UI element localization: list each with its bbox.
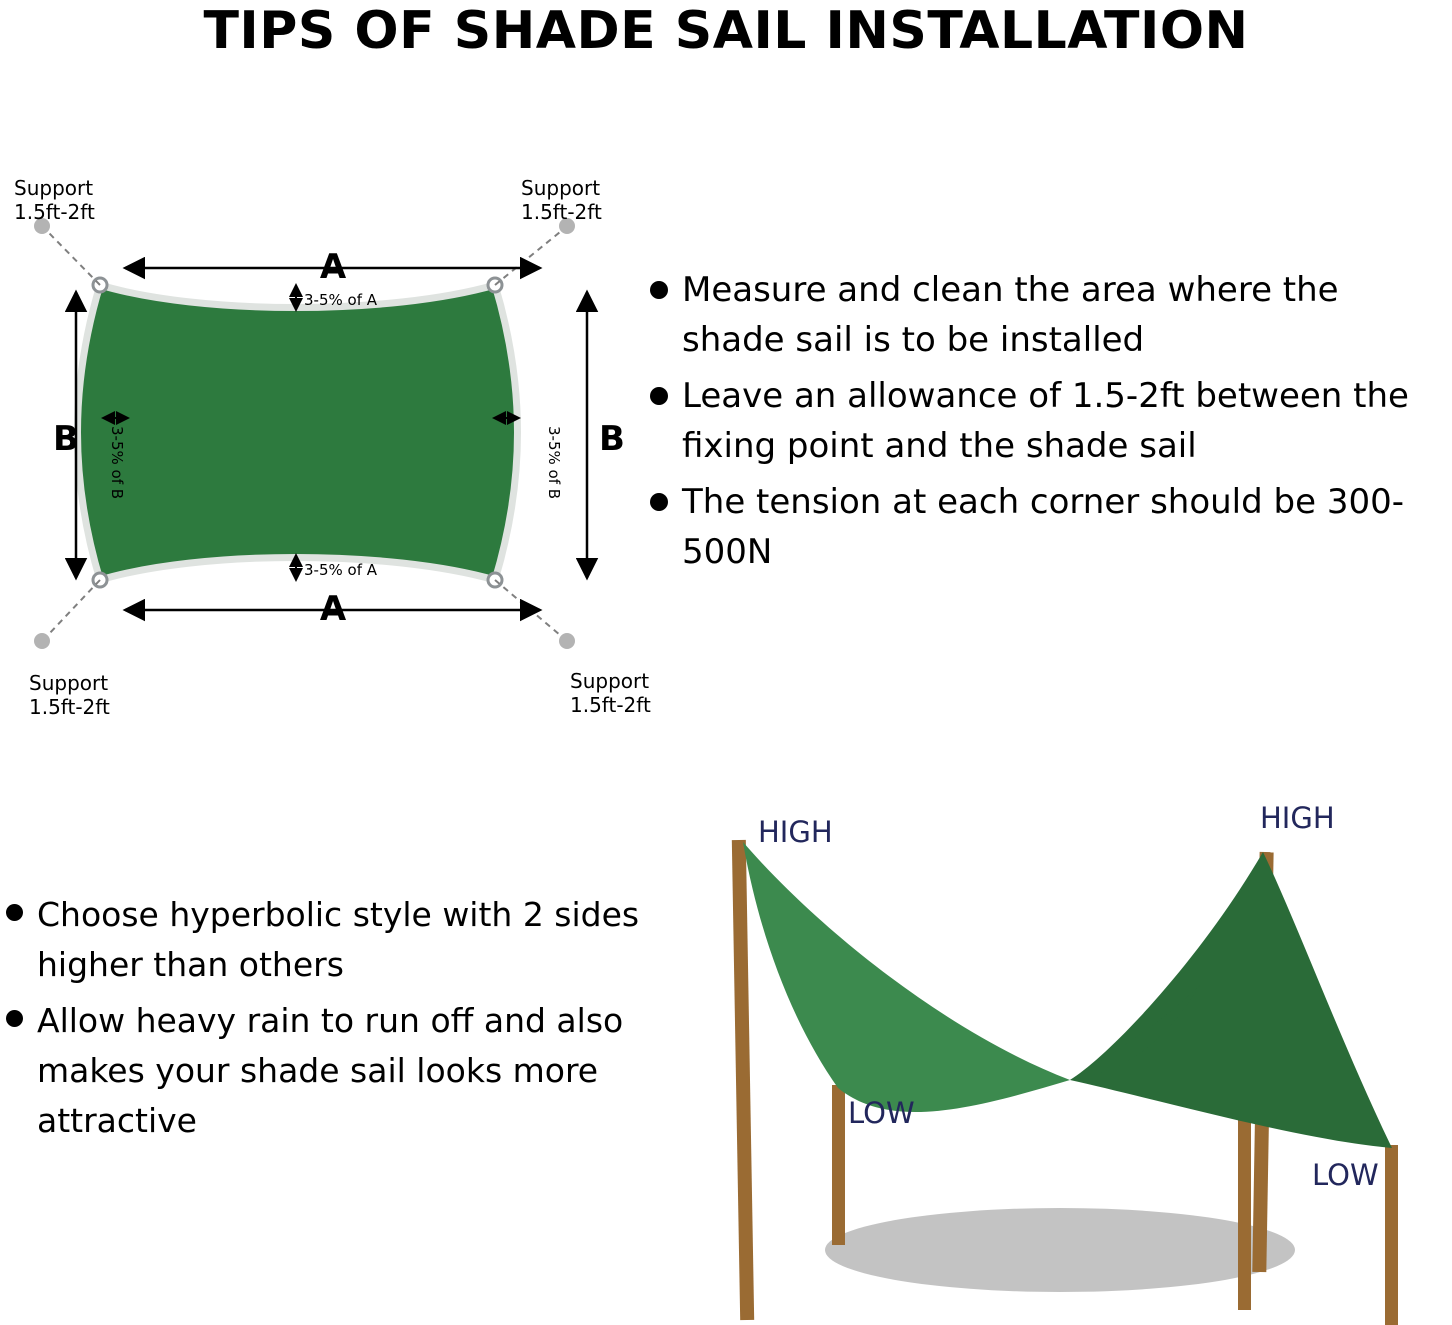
curve-depth-a-bottom-label: 3-5% of A — [304, 561, 378, 579]
bullet-icon — [6, 1010, 23, 1027]
curve-depth-b-left-label: 3-5% of B — [108, 426, 126, 500]
support-point-bl — [34, 633, 50, 649]
bullet-icon — [650, 493, 668, 511]
label-low-left: LOW — [848, 1096, 915, 1130]
list-item — [650, 371, 1450, 471]
sail-panel-right — [1070, 852, 1392, 1148]
support-line-br — [495, 580, 560, 635]
tip-text: Allow heavy rain to run off and also makes your shade sail looks more attractive — [37, 1001, 624, 1140]
list-item — [0, 890, 640, 990]
label-high-left: HIGH — [758, 815, 833, 849]
curve-depth-b-right-label: 3-5% of B — [545, 426, 563, 500]
support-label-bl-line2: 1.5ft-2ft — [29, 695, 110, 719]
support-label-br-line2: 1.5ft-2ft — [570, 693, 651, 717]
label-high-right: HIGH — [1260, 801, 1335, 835]
hyperbolic-sail-diagram — [640, 780, 1452, 1325]
tip-text: Choose hyperbolic style with 2 sides higher than others — [37, 895, 640, 984]
label-a-bottom: A — [319, 589, 347, 629]
support-line-tl — [48, 232, 100, 285]
post-low-left — [832, 1085, 845, 1245]
tip-text: Measure and clean the area where the shade sail is to be installed — [682, 270, 1339, 360]
support-point-br — [559, 633, 575, 649]
list-item — [650, 477, 1450, 577]
curve-depth-a-top-label: 3-5% of A — [304, 291, 378, 309]
support-label-tr-line1: Support — [521, 176, 601, 200]
rectangular-sail-diagram — [0, 150, 660, 750]
bullet-icon — [650, 281, 668, 299]
list-item — [650, 265, 1450, 365]
support-label-tl-line2: 1.5ft-2ft — [14, 200, 95, 224]
label-b-right: B — [599, 419, 625, 459]
support-label-tl-line1: Support — [14, 176, 94, 200]
bullet-icon — [6, 904, 23, 921]
page-title: TIPS OF SHADE SAIL INSTALLATION — [203, 1, 1249, 61]
support-line-tr — [495, 232, 560, 285]
post-high-left — [732, 840, 754, 1320]
tip-text: The tension at each corner should be 300-500N — [682, 482, 1404, 572]
post-low-far-right — [1385, 1145, 1398, 1325]
support-label-bl-line1: Support — [29, 671, 109, 695]
label-b-left: B — [53, 419, 79, 459]
sail-panel-left — [743, 842, 1070, 1112]
installation-tips-list-bottom — [0, 890, 640, 1152]
ground-shadow — [825, 1208, 1295, 1292]
label-low-right: LOW — [1312, 1158, 1379, 1192]
label-a-top: A — [319, 247, 347, 287]
sail-shape — [78, 285, 518, 580]
support-label-tr-line2: 1.5ft-2ft — [521, 200, 602, 224]
bullet-icon — [650, 387, 668, 405]
list-item — [0, 996, 640, 1146]
support-label-br-line1: Support — [570, 669, 650, 693]
installation-tips-list-top — [650, 265, 1450, 583]
support-line-bl — [48, 580, 100, 635]
tip-text: Leave an allowance of 1.5-2ft between the fixing point and the shade sail — [682, 376, 1409, 466]
